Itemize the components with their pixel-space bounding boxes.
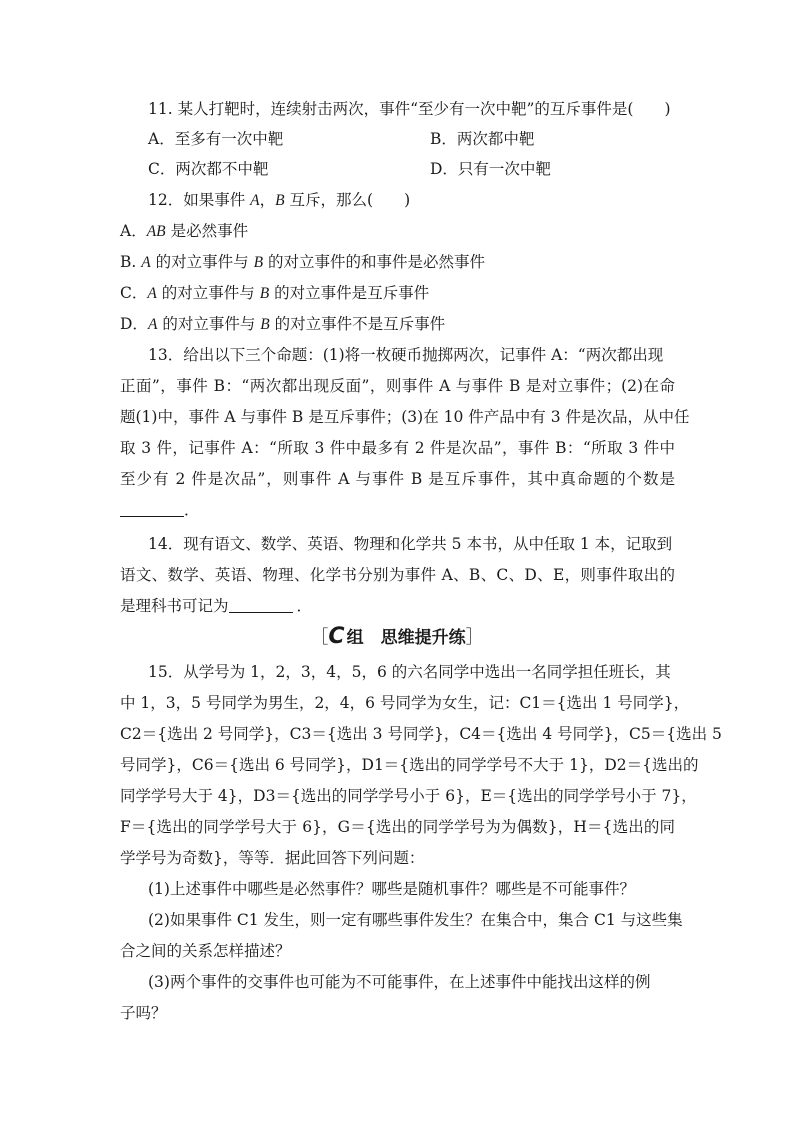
q12-option-d-text: 的对立事件不是互斥事件 — [269, 315, 446, 333]
q12-stem-text: 12．如果事件 — [148, 191, 251, 209]
var-a: A — [250, 192, 260, 209]
q14-line-3 — [120, 596, 675, 616]
var-b: B — [259, 285, 270, 302]
answer-blank — [229, 598, 293, 613]
q12-option-a-label: A． — [120, 222, 147, 240]
q12-option-b-label: B. — [120, 253, 142, 271]
q15-line-1: 15．从学号为 1，2，3，4，5，6 的六名同学中选出一名同学担任班长，其 — [148, 663, 671, 681]
var-b: B — [253, 254, 264, 271]
bracket-close: ］ — [465, 627, 484, 648]
q12-option-a — [120, 221, 675, 242]
var-b: B — [260, 316, 270, 333]
q13-line-3: 题(1)中，事件 A 与事件 B 是互斥事件；(3)在 10 件产品中有 3 件是次品，从中任 — [120, 408, 690, 426]
q12-stem — [148, 190, 703, 211]
q11-option-d: D．只有一次中靶 — [430, 160, 551, 178]
q11-stem: 11. 某人打靶时，连续射击两次，事件“至少有一次中靶”的互斥事件是( ) — [148, 100, 671, 118]
q15-part-3-line-1: (3)两个事件的交事件也可能为不可能事件，在上述事件中能找出这样的例 — [148, 973, 651, 991]
q12-stem-tail: 互斥，那么( ) — [284, 191, 411, 209]
var-a: A — [147, 285, 157, 302]
q13-period: ． — [184, 501, 200, 519]
bracket-open: ［ — [310, 627, 329, 648]
q15-line-7: 学学号为奇数}，等等．据此回答下列问题： — [120, 849, 425, 867]
q15-part-2-line-1: (2)如果事件 C1 发生，则一定有哪些事件发生？在集合中，集合 C1 与这些集 — [148, 911, 683, 929]
q12-stem-comma: ， — [259, 191, 276, 209]
var-a: A — [141, 254, 151, 271]
q12-option-a-text: 是必然事件 — [165, 222, 249, 240]
q11-option-b: B．两次都中靶 — [430, 130, 535, 148]
var-ab: AB — [146, 223, 166, 240]
var-a: A — [147, 316, 158, 333]
q12-option-c — [120, 283, 675, 304]
q12-option-c-label: C． — [120, 284, 148, 302]
var-b: B — [275, 192, 285, 209]
q14-period: ． — [296, 597, 313, 615]
group-letter: C — [328, 624, 345, 649]
q13-line-4: 取 3 件，记事件 A：“所取 3 件中最多有 2 件是次品”，事件 B：“所取 3 件中 — [120, 439, 675, 457]
q13-line-1: 13．给出以下三个命题：(1)将一枚硬币抛掷两次，记事件 A：“两次都出现 — [148, 346, 664, 364]
q15-line-2: 中 1，3，5 号同学为男生，2，4，6 号同学为女生，记：C1＝{选出 1 号同学}， — [120, 694, 690, 712]
q14-line-3-text: 是理科书可记为 — [120, 597, 229, 615]
q15-part-1: (1)上述事件中哪些是必然事件？哪些是随机事件？哪些是不可能事件？ — [148, 880, 635, 898]
q15-line-5: 同学学号大于 4}，D3＝{选出的同学学号小于 6}，E＝{选出的同学学号小于 7}， — [120, 787, 697, 805]
q11-option-c: C．两次都不中靶 — [148, 160, 269, 178]
section-title: 组 思维提升练 — [346, 628, 466, 648]
q15-line-4: 号同学}，C6＝{选出 6 号同学}，D1＝{选出的同学学号不大于 1}，D2＝{选出的 — [120, 756, 699, 774]
q12-option-b — [120, 252, 675, 273]
q12-option-b-text: 的对立事件的和事件是必然事件 — [263, 253, 485, 271]
q12-option-d-label: D． — [120, 315, 148, 333]
q15-line-3: C2＝{选出 2 号同学}，C3＝{选出 3 号同学}，C4＝{选出 4 号同学}，C5＝{选出 5 — [120, 725, 722, 743]
q12-option-d-mid: 的对立事件与 — [157, 315, 261, 333]
q11-option-a: A．至多有一次中靶 — [148, 130, 284, 148]
answer-blank — [120, 502, 184, 517]
q12-option-b-mid: 的对立事件与 — [150, 253, 254, 271]
q13-line-6 — [120, 500, 675, 520]
q15-part-3-line-2: 子吗？ — [120, 1004, 167, 1022]
section-header — [0, 626, 794, 649]
q15-line-6: F＝{选出的同学学号大于 6}，G＝{选出的同学学号为为偶数}，H＝{选出的同 — [120, 818, 675, 836]
q15-part-2-line-2: 合之间的关系怎样描述？ — [120, 942, 291, 960]
q14-line-2: 语文、数学、英语、物理、化学书分别为事件 A、B、C、D、E，则事件取出的 — [120, 566, 675, 584]
q13-line-2: 正面”，事件 B：“两次都出现反面”，则事件 A 与事件 B 是对立事件；(2)在命 — [120, 377, 675, 395]
q13-line-5: 至少有 2 件是次品”，则事件 A 与事件 B 是互斥事件，其中真命题的个数是 — [120, 470, 675, 488]
q12-option-d — [120, 314, 675, 335]
q12-option-c-text: 的对立事件是互斥事件 — [269, 284, 430, 302]
q12-option-c-mid: 的对立事件与 — [156, 284, 260, 302]
q14-line-1: 14．现有语文、数学、英语、物理和化学共 5 本书，从中任取 1 本，记取到 — [148, 535, 673, 553]
